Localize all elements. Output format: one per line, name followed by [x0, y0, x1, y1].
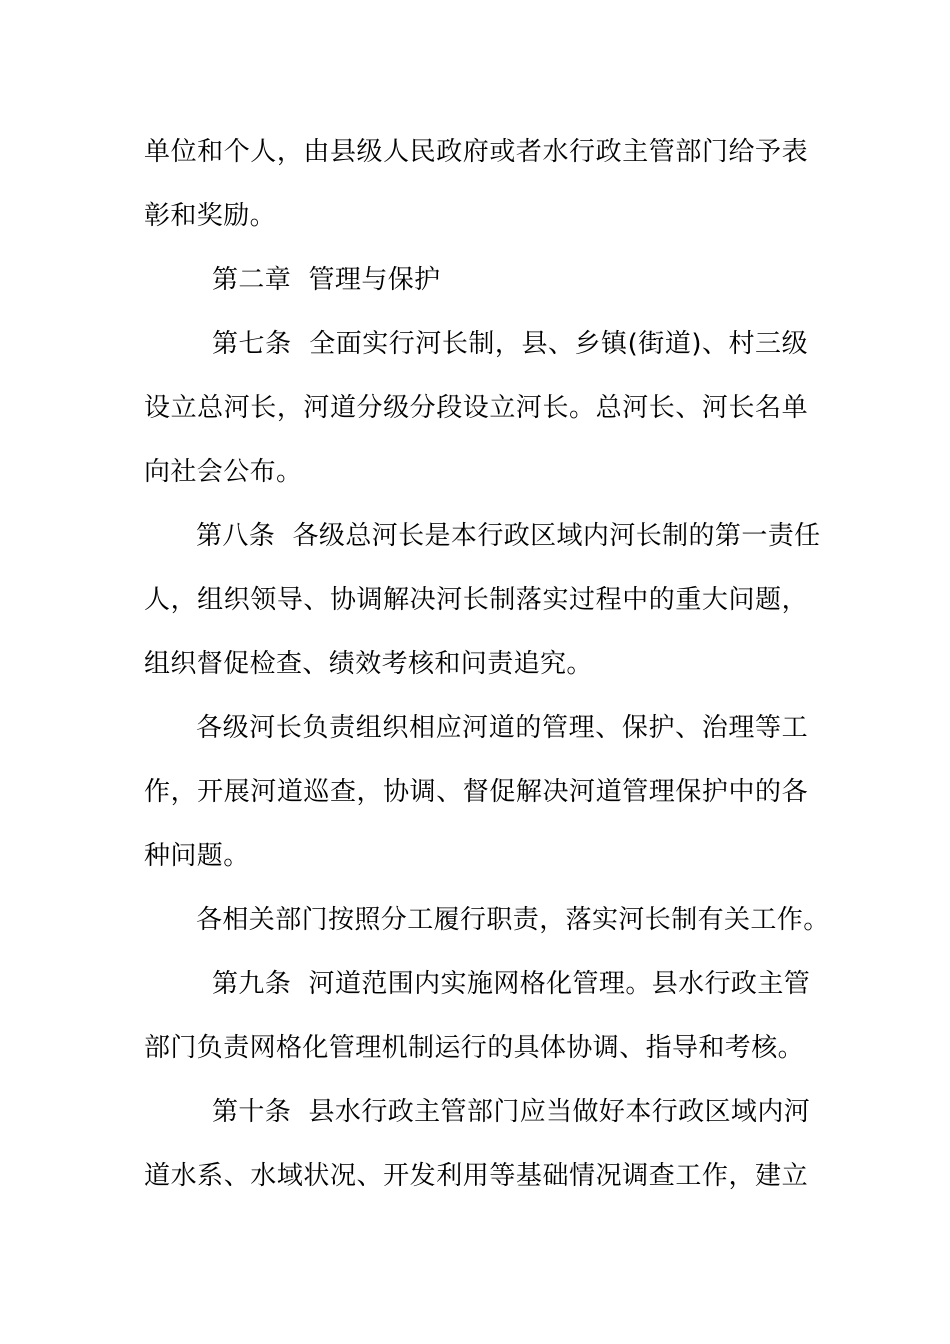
text-line-1: 单位和个人，由县级人民政府或者水行政主管部门给予表 [144, 137, 808, 167]
article-8-line-3: 组织督促检查、绩效考核和问责追究。 [144, 649, 593, 679]
article-10-line-1: 第十条 县水行政主管部门应当做好本行政区域内河 [212, 1097, 811, 1127]
text-line-2: 彰和奖励。 [144, 201, 277, 231]
river-chief-duty-line-3: 种问题。 [144, 841, 250, 871]
article-7-line-1: 第七条 全面实行河长制，县、乡镇(街道)、村三级 [212, 329, 808, 359]
article-8-line-1: 第八条 各级总河长是本行政区域内河长制的第一责任 [196, 521, 821, 551]
article-7-line-2: 设立总河长，河道分级分段设立河长。总河长、河长名单 [144, 393, 808, 423]
river-chief-duty-line-1: 各级河长负责组织相应河道的管理、保护、治理等工 [196, 713, 808, 743]
article-10-line-2: 道水系、水域状况、开发利用等基础情况调查工作，建立 [144, 1161, 808, 1191]
river-chief-duty-line-2: 作，开展河道巡查，协调、督促解决河道管理保护中的各 [144, 777, 808, 807]
article-9-line-1: 第九条 河道范围内实施网格化管理。县水行政主管 [212, 969, 811, 999]
article-8-line-2: 人，组织领导、协调解决河长制落实过程中的重大问题， [144, 585, 808, 615]
departments-duty-line: 各相关部门按照分工履行职责，落实河长制有关工作。 [196, 905, 830, 935]
article-7-line-3: 向社会公布。 [144, 457, 303, 487]
article-9-line-2: 部门负责网格化管理机制运行的具体协调、指导和考核。 [144, 1033, 805, 1063]
chapter-heading: 第二章 管理与保护 [212, 265, 441, 295]
